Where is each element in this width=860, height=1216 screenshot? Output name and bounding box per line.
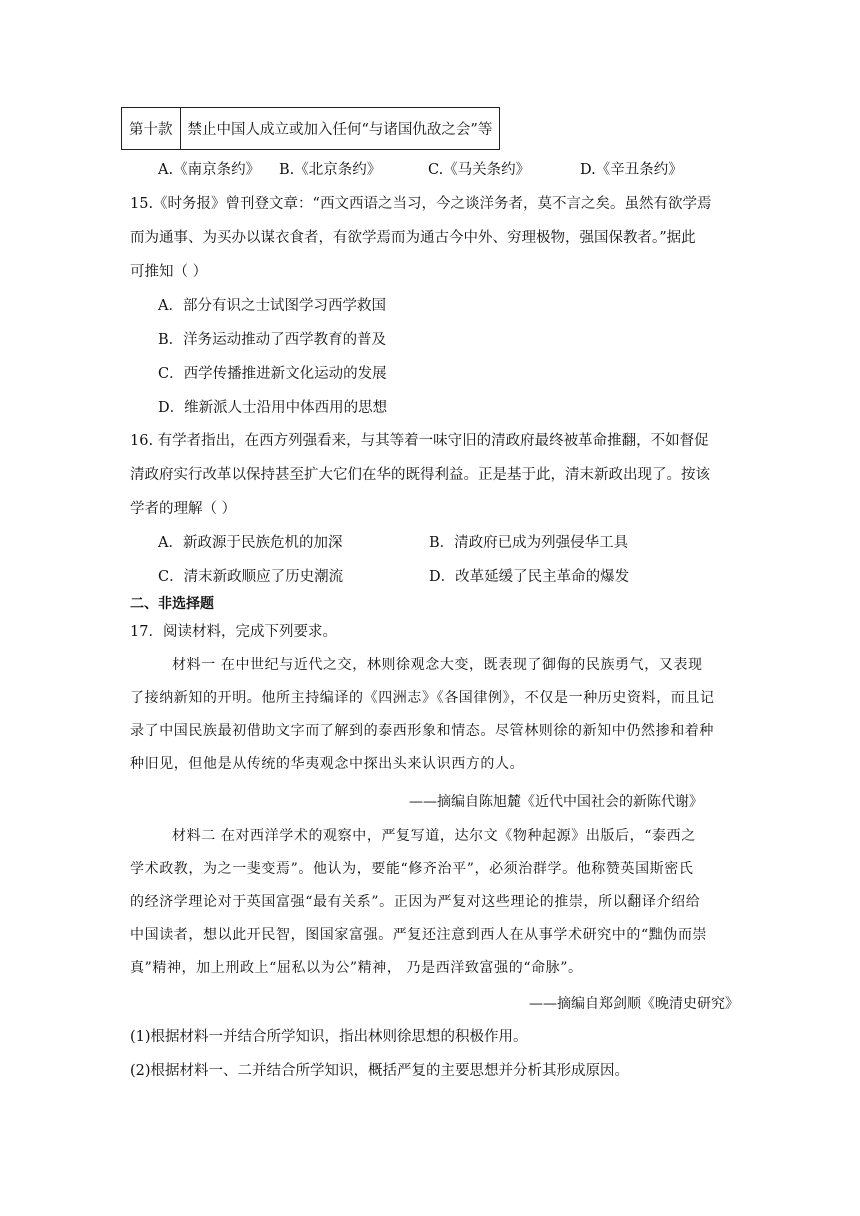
q14-option-a: A.《南京条约》 [158,162,261,178]
q14-option-c: C.《马关条约》 [428,162,531,178]
material-2-source: ——摘编自郑剑顺《晚清史研究》 [529,996,739,1012]
material-1-line: 录了中国民族最初借助文字而了解到的泰西形象和情态。尽管林则徐的新知中仍然掺和着种 [130,723,714,739]
treaty-clause-table [121,107,500,150]
clause-content-cell: 禁止中国人成立或加入任何“与诸国仇敌之会”等 [180,108,500,150]
q15-stem-line: 15.《时务报》曾刊登文章：“西文西语之当习，今之谈洋务者，莫不言之矣。虽然有欲学焉 [130,196,712,212]
table-row [122,108,500,150]
material-2-line: 的经济学理论对于英国富强“最有关系”。正因为严复对这些理论的推崇，所以翻译介绍给 [130,894,701,910]
q17-subquestion-1: (1)根据材料一并结合所学知识，指出林则徐思想的积极作用。 [130,1029,528,1045]
material-2-line: 学术政教，为之一斐变焉”。他认为，要能“修齐治平”，必须治群学。他称赞英国斯密氏 [130,861,694,877]
q16-option-b: B．清政府已成为列强侵华工具 [429,535,629,551]
q17-stem: 17．阅读材料，完成下列要求。 [130,624,337,640]
q16-stem-line: 16. 有学者指出，在西方列强看来，与其等着一味守旧的清政府最终被革命推翻，不如督促 [130,433,709,449]
material-2-line: 材料二 在对西洋学术的观察中，严复写道，达尔文《物种起源》出版后，“泰西之 [172,828,696,844]
material-2-line: 真”精神，加上刑政上“屈私以为公”精神， 乃是西洋致富强的“命脉”。 [130,960,583,976]
material-1-line: 材料一 在中世纪与近代之交，林则徐观念大变，既表现了御侮的民族勇气，又表现 [172,657,703,673]
material-1-line: 了接纳新知的开明。他所主持编译的《四洲志》《各国律例》，不仅是一种历史资料，而且记 [130,690,715,706]
q15-option-a: A．部分有识之士试图学习西学救国 [158,298,386,314]
q16-option-d: D．改革延缓了民主革命的爆发 [429,569,630,585]
material-1-line: 种旧见，但他是从传统的华夷观念中探出头来认识西方的人。 [130,756,525,772]
q15-stem-line: 而为通事、为买办以谋衣食者，有欲学焉而为通古今中外、穷理极物，强国保教者。”据此 [130,230,696,246]
clause-number-cell: 第十款 [122,108,181,150]
q15-option-d: D．维新派人士沿用中体西用的思想 [158,400,388,416]
q16-stem-line: 清政府实行改革以保持甚至扩大它们在华的既得利益。正是基于此，清末新政出现了。按该 [130,467,710,483]
q16-stem-line: 学者的理解（ ） [130,501,237,517]
material-1-source: ——摘编自陈旭麓《近代中国社会的新陈代谢》 [409,794,703,810]
q14-option-b: B.《北京条约》 [279,162,382,178]
q16-option-c: C．清末新政顺应了历史潮流 [158,569,344,585]
q15-option-b: B．洋务运动推动了西学教育的普及 [158,332,387,348]
q16-option-a: A．新政源于民族危机的加深 [158,535,343,551]
q14-option-d: D.《辛丑条约》 [580,162,683,178]
q17-subquestion-2: (2)根据材料一、二并结合所学知识，概括严复的主要思想并分析其形成原因。 [130,1063,630,1079]
q15-stem-line: 可推知（ ） [130,264,208,280]
q15-option-c: C．西学传播推进新文化运动的发展 [158,366,387,382]
material-2-line: 中国读者，想以此开民智，图国家富强。严复还注意到西人在从事学术研究中的“黜伪而崇 [130,927,708,943]
section-heading: 二、非选择题 [130,596,214,612]
